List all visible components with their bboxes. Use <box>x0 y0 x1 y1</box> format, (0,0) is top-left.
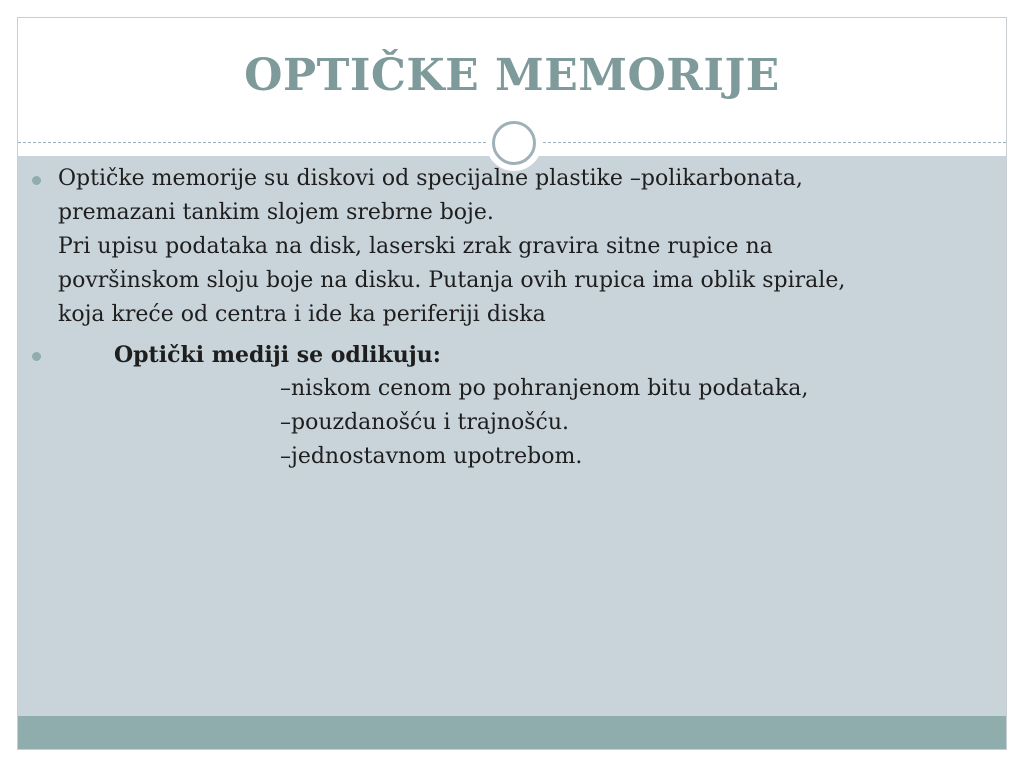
slide-title: OPTIČKE MEMORIJE <box>244 50 780 101</box>
bullet-1-line-3: Pri upisu podataka na disk, laserski zrak gravira sitne rupice na <box>58 234 773 259</box>
bullet-list <box>30 162 950 480</box>
bullet-item-2 <box>30 338 950 474</box>
bullet-dot-icon <box>32 352 41 361</box>
bullet-item-1 <box>30 162 950 332</box>
bullet-1-line-4: površinskom sloju boje na disku. Putanja ovih rupica ima oblik spirale, <box>58 268 846 293</box>
bullet-2-sub-item-3: –jednostavnom upotrebom. <box>280 444 583 469</box>
bullet-2-sub-item-1: –niskom cenom po pohranjenom bitu podataka, <box>280 376 809 401</box>
bullet-1-line-1: Optičke memorije su diskovi od specijalne plastike –polikarbonata, <box>58 166 803 191</box>
footer-band <box>18 716 1006 750</box>
circle-ring <box>492 121 536 165</box>
bullet-2-heading: Optički mediji se odlikuju: <box>114 342 441 368</box>
bullet-dot-icon <box>32 176 41 185</box>
bullet-1-line-5: koja kreće od centra i ide ka periferiji diska <box>58 302 546 327</box>
bullet-2-sub-item-2: –pouzdanošću i trajnošću. <box>280 410 569 435</box>
bullet-1-line-2: premazani tankim slojem srebrne boje. <box>58 200 494 225</box>
